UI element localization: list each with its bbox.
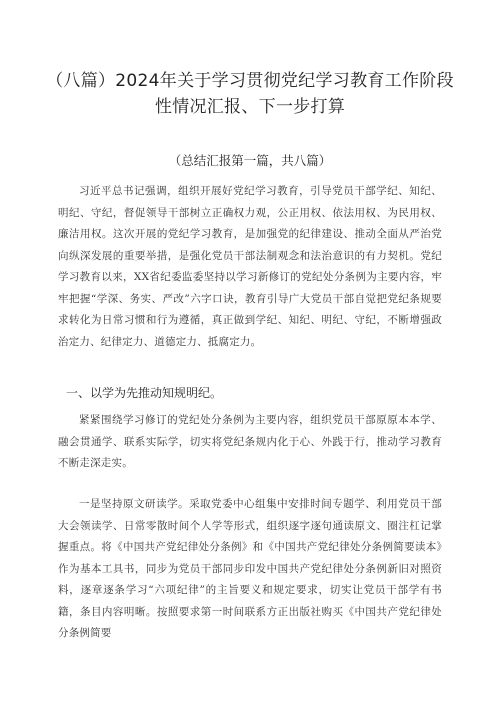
section-heading: 一、以学为先推动知规明纪。	[66, 386, 223, 400]
document-title: （八篇）2024年关于学习贯彻党纪学习教育工作阶段性情况汇报、下一步打算	[46, 71, 454, 117]
document-subtitle: （总结汇报第一篇，共八篇）	[168, 153, 332, 168]
section-paragraph: 紧紧围绕学习修订的党纪处分条例为主要内容，组织党员干部原原本本学、融会贯通学、联系实际学，切实将党纪条规内化于心、外践于行，推动学习教育不断走深走实。	[58, 414, 442, 469]
section-paragraph: 一是坚持原文研读学。采取党委中心组集中安排时间专题学、利用党员干部大会领读学、日常零散时间个人学等形式，组织逐字逐句通读原文、圈注杠记掌握重点。将《中国共产党纪律处分条例》和《中国共产党纪律处分条例简要读本》作为基本工具书，同步为党员干部同步印发中国共产党纪律处分条例新旧对照资料，逐章逐条学习“六项纪律”的主旨要义和规定要求，切实让党员干部学有书籍，条目内容明晰。按照要求第一时间联系方正出版社购买《中国共产党纪律处分条例简要	[58, 498, 442, 639]
intro-paragraph: 习近平总书记强调，组织开展好党纪学习教育，引导党员干部学纪、知纪、明纪、守纪，督促领导干部树立正确权力观，公正用权、依法用权、为民用权、廉洁用权。这次开展的党纪学习教育，是加强党的纪律建设、推动全面从严治党向纵深发展的重要举措，是强化党员干部法制观念和法治意识的有力契机。党纪学习教育以来，XX省纪委监委坚持以学习新修订的党纪处分条例为主要内容，牢牢把握“学深、务实、严改”六字口诀，教育引导广大党员干部自觉把党纪条规要求转化为日常习惯和行为遵循，真正做到学纪、知纪、明纪、守纪，不断增强政治定力、纪律定力、道德定力、抵腐定力。	[58, 185, 442, 348]
